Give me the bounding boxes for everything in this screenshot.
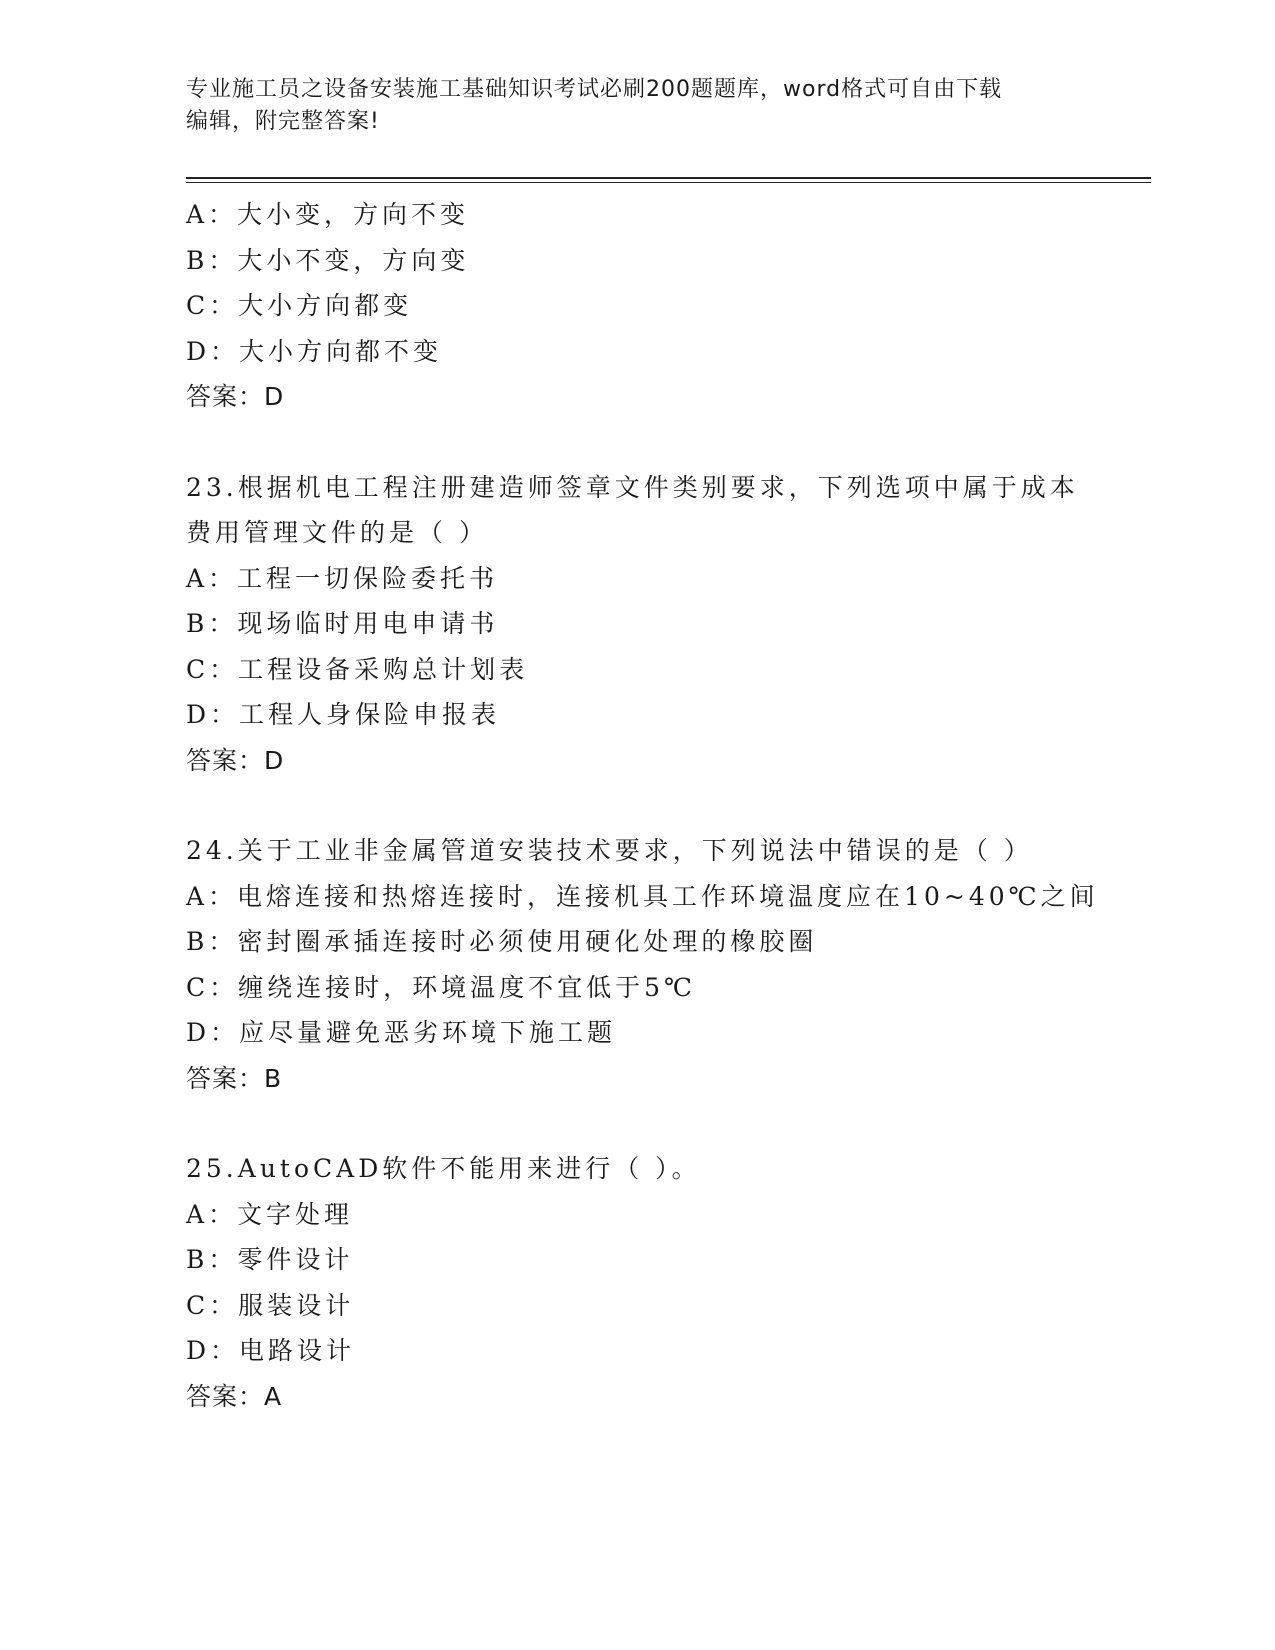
option-a: A：电熔连接和热熔连接时，连接机具工作环境温度应在10~40℃之间 — [186, 881, 1099, 911]
option-a: A：文字处理 — [186, 1199, 354, 1229]
question-block-23 — [186, 465, 1146, 784]
option-a: A：工程一切保险委托书 — [186, 563, 499, 593]
question-list — [186, 192, 1146, 1419]
question-text: 25.AutoCAD软件不能用来进行（ ）。 — [186, 1154, 701, 1183]
option-c: C：大小方向都变 — [186, 291, 413, 320]
question-text-continued: 费用管理文件的是（ ） — [186, 518, 488, 547]
answer-label: 答案：D — [186, 745, 285, 775]
option-b: B：密封圈承插连接时必须使用硬化处理的橡胶圈 — [186, 927, 818, 956]
option-b: B：零件设计 — [186, 1245, 354, 1274]
option-c: C：缠绕连接时，环境温度不宜低于5℃ — [186, 972, 697, 1002]
header-line-1: 专业施工员之设备安装施工基础知识考试必刷200题题库，word格式可自由下载 — [186, 77, 1003, 102]
question-text: 24.关于工业非金属管道安装技术要求，下列说法中错误的是（ ） — [186, 836, 1033, 865]
block-spacer — [186, 783, 1146, 828]
answer-label: 答案：B — [186, 1063, 283, 1093]
option-c: C：工程设备采购总计划表 — [186, 654, 529, 684]
block-spacer — [186, 420, 1146, 465]
question-block-25 — [186, 1146, 1146, 1419]
option-d: D：应尽量避免恶劣环境下施工题 — [186, 1018, 617, 1047]
header-divider-thin — [186, 182, 1151, 183]
header-divider-thick — [186, 177, 1151, 179]
answer-label: 答案：D — [186, 382, 285, 411]
option-a: A：大小变，方向不变 — [186, 200, 470, 229]
option-b: B：大小不变，方向变 — [186, 245, 470, 275]
option-c: C：服装设计 — [186, 1290, 355, 1320]
option-d: D：电路设计 — [186, 1336, 356, 1365]
header-line-2: 编辑，附完整答案! — [186, 109, 380, 134]
option-b: B：现场临时用电申请书 — [186, 609, 499, 638]
document-header — [186, 74, 1066, 138]
answer-label: 答案：A — [186, 1381, 283, 1411]
question-block-24 — [186, 828, 1146, 1101]
option-d: D：大小方向都不变 — [186, 336, 443, 366]
question-text: 23.根据机电工程注册建造师签章文件类别要求，下列选项中属于成本 — [186, 472, 1079, 502]
block-spacer — [186, 1101, 1146, 1146]
question-block-22 — [186, 192, 1146, 420]
option-d: D：工程人身保险申报表 — [186, 700, 501, 729]
